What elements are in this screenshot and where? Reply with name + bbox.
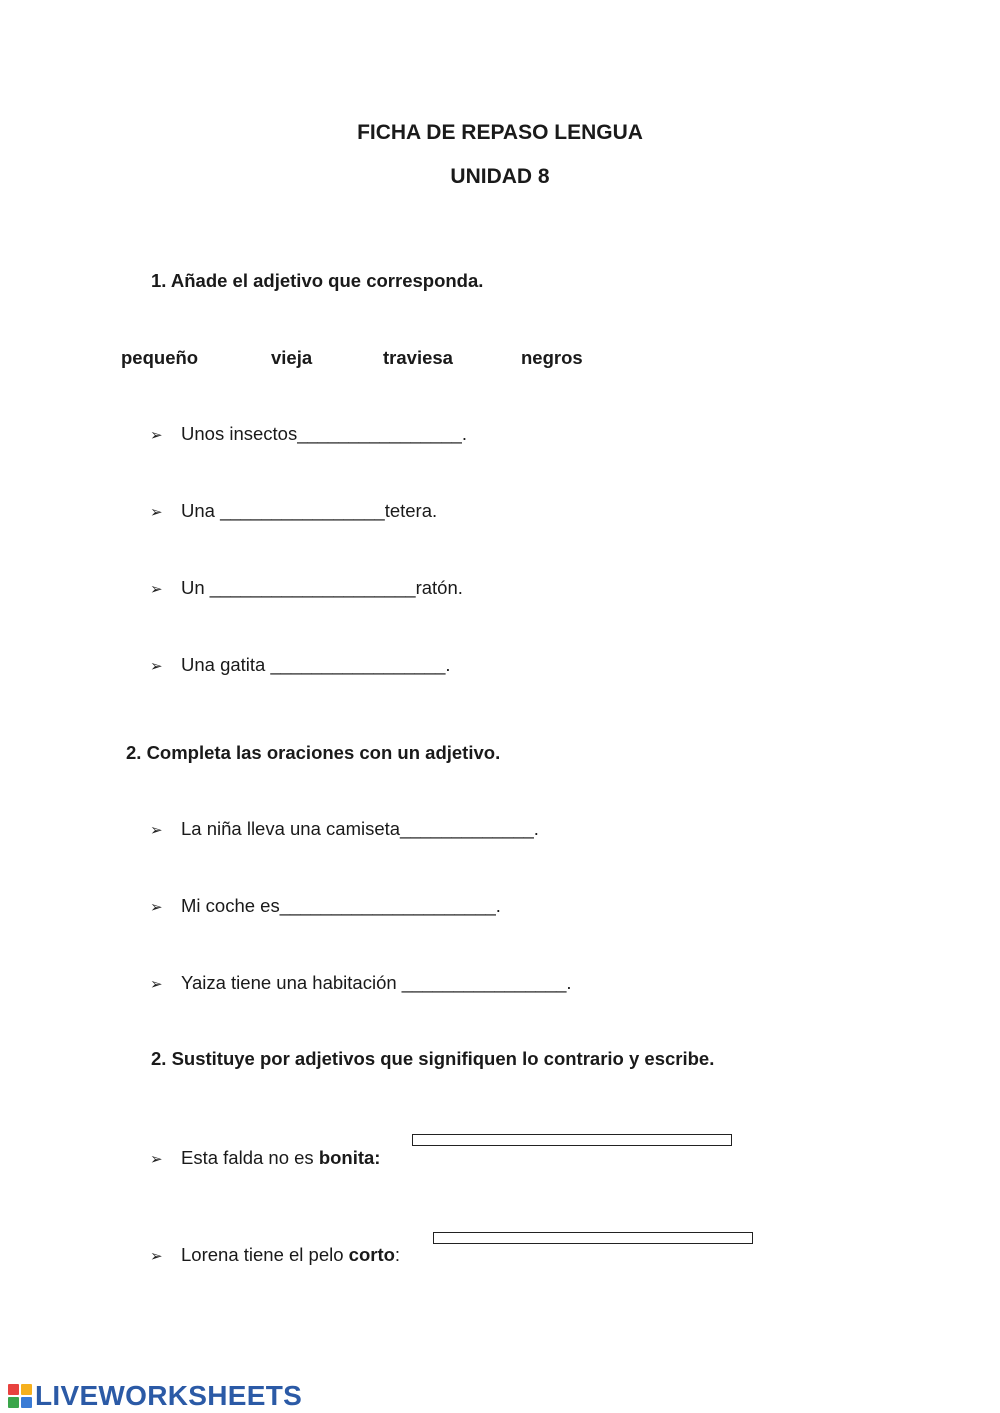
exercise-text: Una gatita _________________. xyxy=(181,654,451,675)
exercise-keyword: bonita: xyxy=(318,1147,381,1168)
exercise-text: Una ________________tetera. xyxy=(181,500,438,521)
logo-block xyxy=(8,1397,19,1408)
exercise-text: Un ____________________ratón. xyxy=(181,577,463,598)
section2-heading: 2. Completa las oraciones con un adjetivo. xyxy=(126,742,501,763)
arrow-bullet-icon: ➢ xyxy=(150,581,163,598)
exercise-item xyxy=(150,654,451,676)
exercise-item xyxy=(150,1244,400,1266)
arrow-bullet-icon: ➢ xyxy=(150,658,163,675)
exercise-item xyxy=(150,895,501,917)
word-bank-item: negros xyxy=(521,347,583,368)
logo-block xyxy=(21,1384,32,1395)
section1-heading: 1. Añade el adjetivo que corresponda. xyxy=(151,270,484,291)
exercise-item xyxy=(150,1147,380,1169)
exercise-item xyxy=(150,500,437,522)
arrow-bullet-icon: ➢ xyxy=(150,504,163,521)
arrow-bullet-icon: ➢ xyxy=(150,1151,163,1168)
word-bank-item: pequeño xyxy=(121,347,199,368)
arrow-bullet-icon: ➢ xyxy=(150,822,163,839)
liveworksheets-logo xyxy=(8,1380,302,1412)
exercise-item xyxy=(150,423,467,445)
exercise-text: La niña lleva una camiseta_____________. xyxy=(181,818,539,839)
answer-input-opposite-corto[interactable] xyxy=(433,1232,753,1244)
word-bank-item: vieja xyxy=(271,347,313,368)
section3-heading: 2. Sustituye por adjetivos que signifiquen lo contrario y escribe. xyxy=(151,1048,715,1069)
arrow-bullet-icon: ➢ xyxy=(150,427,163,444)
arrow-bullet-icon: ➢ xyxy=(150,976,163,993)
exercise-item xyxy=(150,972,572,994)
brand-name: LIVEWORKSHEETS xyxy=(35,1380,303,1411)
logo-block xyxy=(8,1384,19,1395)
page-subtitle: UNIDAD 8 xyxy=(450,165,550,188)
exercise-keyword: corto xyxy=(348,1244,395,1265)
exercise-text: Unos insectos________________. xyxy=(181,423,467,444)
word-bank-item: traviesa xyxy=(383,347,453,368)
arrow-bullet-icon: ➢ xyxy=(150,899,163,916)
exercise-item xyxy=(150,577,463,599)
exercise-item xyxy=(150,818,539,840)
page-title: FICHA DE REPASO LENGUA xyxy=(357,121,643,144)
exercise-text: Lorena tiene el pelo xyxy=(181,1244,349,1265)
exercise-text: Mi coche es_____________________. xyxy=(181,895,501,916)
logo-block xyxy=(21,1397,32,1408)
exercise-text: Yaiza tiene una habitación ________________. xyxy=(181,972,572,993)
arrow-bullet-icon: ➢ xyxy=(150,1248,163,1265)
exercise-text: Esta falda no es xyxy=(181,1147,319,1168)
answer-input-opposite-bonita[interactable] xyxy=(412,1134,732,1146)
exercise-suffix: : xyxy=(394,1244,401,1265)
logo-blocks-icon xyxy=(8,1384,32,1408)
